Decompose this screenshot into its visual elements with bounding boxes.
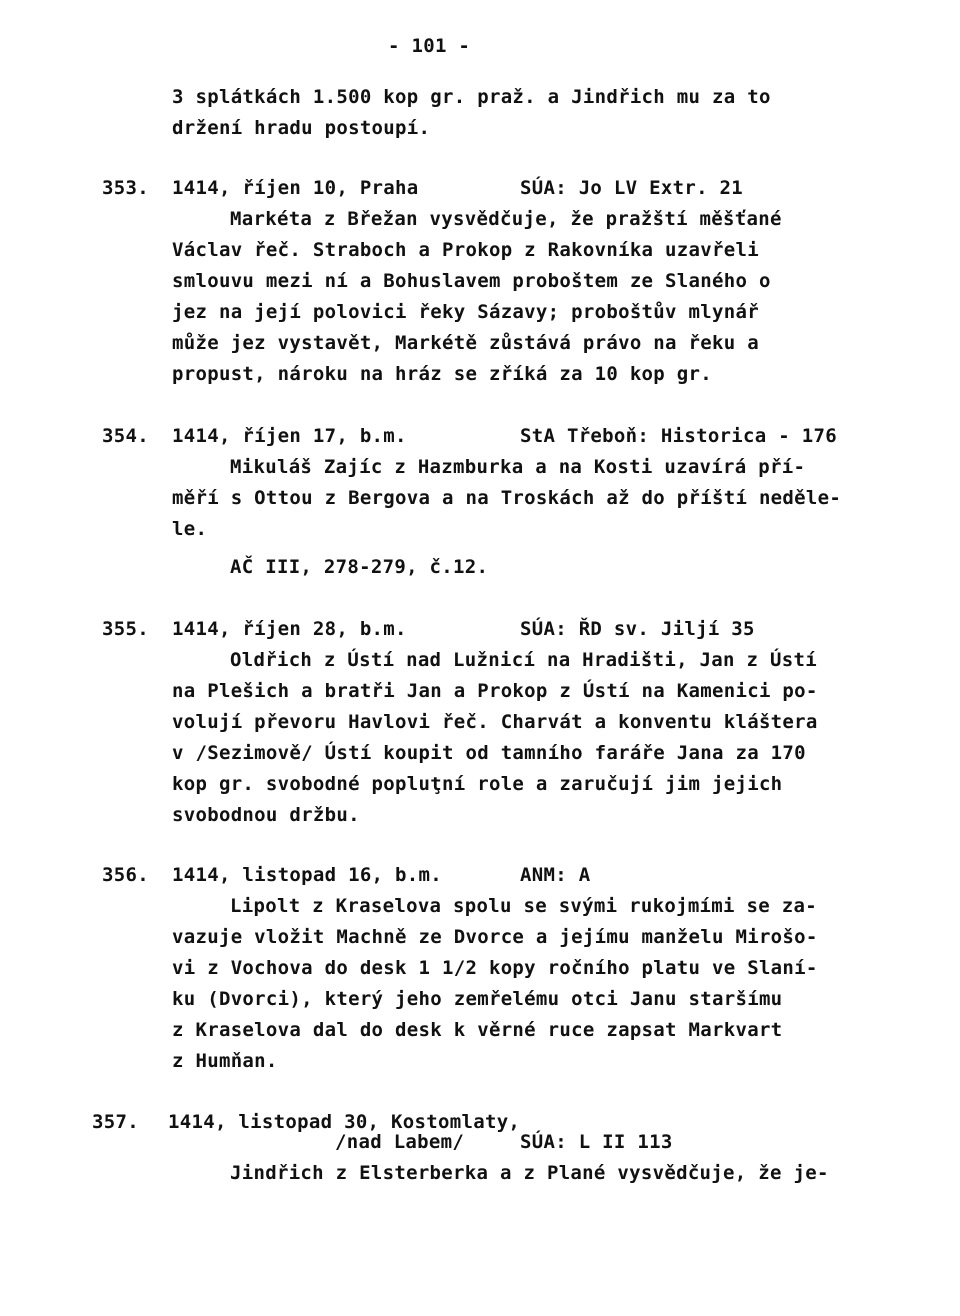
intro-line: 3 splátkách 1.500 kop gr. praž. a Jindřich mu za to	[172, 86, 771, 108]
entry-body-line: Jindřich z Elsterberka a z Plané vysvědčuje, že je-	[230, 1162, 829, 1184]
entry-body-line: z Kraselova dal do desk k věrné ruce zapsat Markvart	[172, 1019, 783, 1041]
entry-body-line: volují převoru Havlovi řeč. Charvát a konventu kláštera	[172, 711, 818, 733]
entry-date-place: 1414, listopad 30, Kostomlaty,	[168, 1111, 521, 1133]
entry-place-continuation: /nad Labem/	[335, 1131, 465, 1153]
entry-body-line: jez na její polovici řeky Sázavy; proboštův mlynář	[172, 301, 759, 323]
entry-body-line: kop gr. svobodné popluţní role a zaručují jim jejich	[172, 773, 783, 795]
entry-body-line: na Plešich a bratři Jan a Prokop z Ústí na Kamenici po-	[172, 680, 818, 702]
entry-source: SÚA: ŘD sv. Jiljí 35	[520, 618, 755, 640]
intro-line: držení hradu postoupí.	[172, 117, 431, 139]
entry-date-place: 1414, říjen 10, Praha	[172, 177, 419, 199]
entry-date-place: 1414, listopad 16, b.m.	[172, 864, 442, 886]
entry-number: 353.	[102, 177, 149, 199]
entry-body-line: vi z Vochova do desk 1 1/2 kopy ročního platu ve Slaní-	[172, 957, 818, 979]
entry-body-line: v /Sezimově/ Ústí koupit od tamního faráře Jana za 170	[172, 742, 806, 764]
entry-source: SÚA: L II 113	[520, 1131, 673, 1153]
entry-body-line: Mikuláš Zajíc z Hazmburka a na Kosti uzavírá pří-	[230, 456, 806, 478]
entry-body-line: může jez vystavět, Markétě zůstává právo na řeku a	[172, 332, 759, 354]
entry-reference: AČ III, 278-279, č.12.	[230, 556, 489, 578]
entry-body-line: Oldřich z Ústí nad Lužnicí na Hradišti, Jan z Ústí	[230, 649, 817, 671]
entry-body-line: smlouvu mezi ní a Bohuslavem proboštem ze Slaného o	[172, 270, 771, 292]
entry-source: SÚA: Jo LV Extr. 21	[520, 177, 744, 199]
entry-date-place: 1414, říjen 17, b.m.	[172, 425, 407, 447]
entry-body-line: z Humňan.	[172, 1050, 278, 1072]
entry-body-line: Václav řeč. Straboch a Prokop z Rakovníka uzavřeli	[172, 239, 759, 261]
entry-date-place: 1414, říjen 28, b.m.	[172, 618, 407, 640]
entry-body-line: vazuje vložit Machně ze Dvorce a jejímu manželu Mirošo-	[172, 926, 818, 948]
entry-body-line: ku (Dvorci), který jeho zemřelému otci Janu staršímu	[172, 988, 783, 1010]
entry-body-line: Markéta z Břežan vysvědčuje, že pražští měšťané	[230, 208, 782, 230]
entry-number: 354.	[102, 425, 149, 447]
page-number: - 101 -	[388, 35, 471, 57]
entry-body-line: le.	[172, 518, 208, 540]
entry-number: 355.	[102, 618, 149, 640]
entry-body-line: svobodnou držbu.	[172, 804, 360, 826]
entry-body-line: propust, nároku na hráz se zříká za 10 kop gr.	[172, 363, 712, 385]
entry-body-line: Lipolt z Kraselova spolu se svými rukojmími se za-	[230, 895, 817, 917]
entry-source: ANM: A	[520, 864, 591, 886]
entry-number: 356.	[102, 864, 149, 886]
entry-source: StA Třeboň: Historica - 176	[520, 425, 837, 447]
entry-number: 357.	[92, 1111, 139, 1133]
entry-body-line: měří s Ottou z Bergova a na Troskách až do příští neděle-	[172, 487, 842, 509]
